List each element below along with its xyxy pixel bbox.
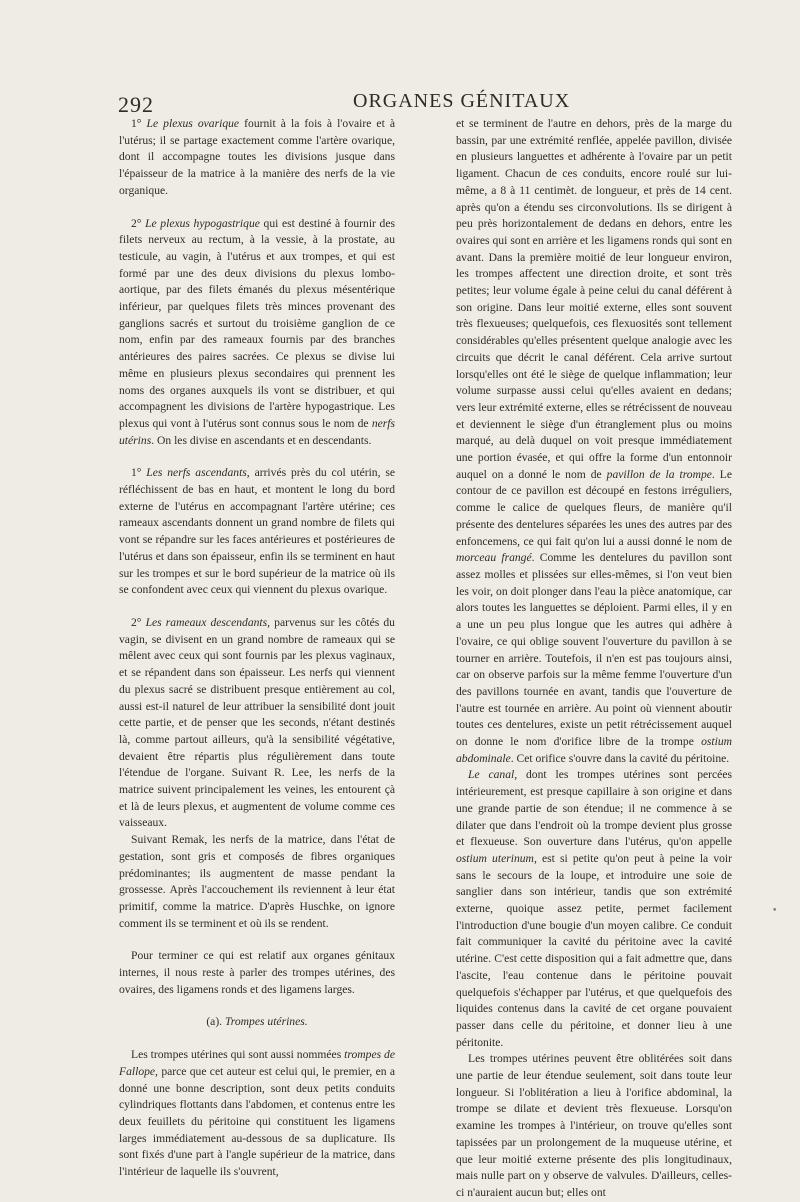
italic-term: ostium uterinum: [456, 851, 534, 865]
margin-mark: •: [772, 906, 778, 916]
paragraph-terminer: Pour terminer ce qui est relatif aux organes génitaux internes, il nous reste à parler des trompes utérines, des ovaires, des ligamens ronds et des ligamens larges.: [119, 949, 395, 996]
section-heading: (a). Trompes utérines.: [206, 1015, 308, 1029]
paragraph-plexus-hypogastrique: 2° Le plexus hypogastrique qui est destiné à fournir des filets nerveux au rectum, à la vessie, à la prostate, au testicule, au vagin, à l'utérus et aux trompes, et qui est formé par une des deux divisions du plexus lombo-aortique, par des filets émanés du plexus mésentérique inférieur, par quelques filets très minces provenant des ganglions sacrés et surtout du troisième ganglion de ce nom, enfin par des rameaux fournis par des branches antérieures des paires sacrées. Ce plexus se divise lui même en plusieurs plexus secondaires qui prennent les noms des organes auxquels ils vont se distribuer, et qui accompagnent les divisions de l'artère hypogastrique. Les plexus qui vont à l'utérus sont connus sous le nom de nerfs utérins. On les divise en ascendants et en descendants.: [119, 216, 395, 447]
paragraph-rameaux-descendants: 2° Les rameaux descendants, parvenus sur les côtés du vagin, se divisent en un grand nombre de rameaux qui se mêlent avec ceux qui sont fournis par les plexus vaginaux, et se répandent dans son épaisseur. Les nerfs qui viennent du plexus sacré se distribuent presque entièrement au col, aussi est-il naturel de leur attribuer la sensibilité dont jouit cette partie, et de penser que les seconds, n'étant destinés là, comme partout ailleurs, qu'à la sensibilité végétative, devaient être répartis plus régulièrement dans toute l'étendue de l'organe. Suivant R. Lee, les nerfs de la matrice suivent principalement les veines, les entourent çà et là de leurs plexus, et augmentent de volume comme ces vaisseaux.: [119, 615, 395, 830]
paragraph-lead: Le plexus hypogastrique: [145, 216, 260, 230]
paragraph-canal: Le canal, dont les trompes utérines sont percées intérieurement, est presque capillaire à son origine et dans une grande partie de son étendue; il ne commence à se dilater que dans l'endroit où la trompe devient plus grosse et flexueuse. Son ouverture dans l'utérus, qu'on appelle ostium uterinum, est si petite qu'on peut à peine la voir sans le secours de la loupe, et introduire une soie de sanglier dans son intérieur, tandis que son extrémité externe, quoique assez petite, permet facilement l'introduction d'une bougie d'un moyen calibre. Ce conduit fait communiquer la cavité du péritoine avec la cavité utérine. C'est cette disposition qui a fait admettre que, dans l'ascite, l'eau contenue dans le péritoine pouvait quelquefois s'échapper par l'utérus, et que quelquefois des liquides contenus dans la cavité de cet organe pouvaient passer dans celle du péritoine, et donner lieu à une péritonite.: [456, 768, 732, 1049]
italic-term: pavillon de la trompe: [606, 467, 712, 481]
paragraph-lead: Les nerfs ascendants,: [146, 466, 250, 480]
paragraph-lead: Les rameaux descendants,: [145, 615, 271, 629]
paragraph-lead: Le plexus ovarique: [146, 117, 240, 130]
paragraph-trompes-intro: Les trompes utérines qui sont aussi nommées trompes de Fallope, parce que cet auteur est celui qui, le premier, en a donné une bonne description, sont deux petits conduits cylindriques flottants dans l'abdomen, et contenus entre les deux feuillets du péritoine qui constituent les ligamens larges immédiatement au-dessous de sa duplicature. Ils sont fixés d'une part à l'angle supérieur de la matrice, dans l'intérieur de laquelle ils s'ouvrent,: [119, 1048, 395, 1179]
paragraph-lead: Le canal,: [468, 768, 518, 782]
paragraph-obliteration: Les trompes utérines peuvent être oblitérées soit dans une partie de leur étendue seulement, soit dans toute leur longueur. Si l'oblitération a lieu à l'orifice abdominal, la trompe se dilate et devient très flexueuse. Lorsqu'on examine les trompes à l'intérieur, on trouve qu'elles sont tapissées par un prolongement de la muqueuse utérine, et que leur moitié externe présente des plis longitudinaux, mais nulle part on y observe de valvules. D'ailleurs, celles-ci n'auraient aucun but; elles ont: [456, 1052, 732, 1199]
paragraph-plexus-ovarique: 1° Le plexus ovarique fournit à la fois à l'ovaire et à l'utérus; il se partage exactement comme l'artère ovarique, dont il accompagne toutes les divisions jusque dans l'épaisseur de la matrice à la manière des nerfs de la vie organique.: [119, 117, 396, 197]
paragraph-nerfs-ascendants: 1° Les nerfs ascendants, arrivés près du col utérin, se réfléchissent de bas en haut, et montent le long du bord externe de l'utérus en accompagnant l'artère utérine; ces rameaux ascendants donnent un grand nombre de filets qui vont se répandre sur les faces antérieures et postérieures de l'utérus et dans son épaisseur, enfin ils se terminent en haut sur les trompes et sur le bord supérieur de la matrice où ils se confondent avec ceux qui viennent du plexus ovarique.: [119, 466, 396, 597]
italic-term: nerfs utérins: [119, 416, 395, 447]
left-column: [119, 116, 395, 1181]
right-column: [456, 116, 732, 1202]
italic-term: morceau frangé: [456, 551, 532, 565]
italic-term: trompes de Fallope,: [119, 1048, 395, 1078]
running-title: ORGANES GÉNITAUX: [353, 90, 571, 112]
paragraph-pavillon: et se terminent de l'autre en dehors, près de la marge du bassin, par une extrémité renflée, appelée pavillon, divisée en plusieurs languettes et adhérente à l'ovaire par un petit ligament. Chacun de ces conduits, encore roulé sur lui-même, a 8 à 11 centimèt. de longueur, et près de 14 cent. après qu'on a étendu ses circonvolutions. Ils se dirigent à peu près horizontalement de dedans en dehors, entre les ovaires qui sont en arrière et les ligamens ronds qui sont en avant. Dans la première moitié de leur longueur environ, les trompes affectent une direction droite, et sont très petites; leur volume égale à peine celui du canal déférent à son origine. Dans leur moitié externe, elles sont souvent très flexueuses; quelquefois, ces flexuosités sont tellement considérables qu'elles présentent quelque analogie avec les circuits que décrit le canal déférent. Cela arrive surtout lorsqu'elles ont été le siège de quelque inflammation; leur volume surpasse aussi celui qu'elles avaient en dedans; vers leur extrémité externe, elles se rétrécissent de nouveau et deviennent le siège d'un étranglement plus ou moins marqué, au delà duquel on voit presque immédiatement une portion évasée, et qui offre la forme d'un entonnoir auquel on a donné le nom de pavillon de la trompe. Le contour de ce pavillon est découpé en festons irréguliers, comme le calice de quelques fleurs, de manière qu'il présente des dentelures séparées les unes des autres par des enfoncemens, ce qui fait qu'on lui a aussi donné le nom de morceau frangé. Comme les dentelures du pavillon sont assez molles et plissées sur elles-mêmes, si l'on veut bien les voir, on doit plonger dans l'eau la pièce anatomique, car alors toutes les languettes se déploient. Parmi elles, il y en a une un peu plus longue que les autres qui adhère à l'ovaire, ce qui oblige souvent l'ouverture du pavillon à se tourner en arrière. Toutefois, il n'en est pas toujours ainsi, car on observe parfois sur la même femme l'ouverture d'un des pavillons tournée en avant, tandis que l'ouverture de l'autre est tournée en arrière. Au point où viennent aboutir toutes ces dentelures, existe un petit rétrécissement auquel on donne le nom d'orifice libre de la trompe ostium abdominale. Cet orifice s'ouvre dans la cavité du péritoine.: [456, 117, 732, 765]
page-number: 292: [118, 92, 154, 117]
paragraph-remak: Suivant Remak, les nerfs de la matrice, dans l'état de gestation, sont gris et composés de fibres organiques prédominantes; ils augmentent de masse pendant la grossesse. Après l'accouchement ils reviennent à leur état primitif, comme la matrice. D'après Huschke, on ignore comment ils se terminent et où ils se rendent.: [119, 833, 395, 930]
italic-term: ostium abdominale: [456, 735, 732, 765]
section-title: Trompes utérines.: [225, 1015, 308, 1029]
